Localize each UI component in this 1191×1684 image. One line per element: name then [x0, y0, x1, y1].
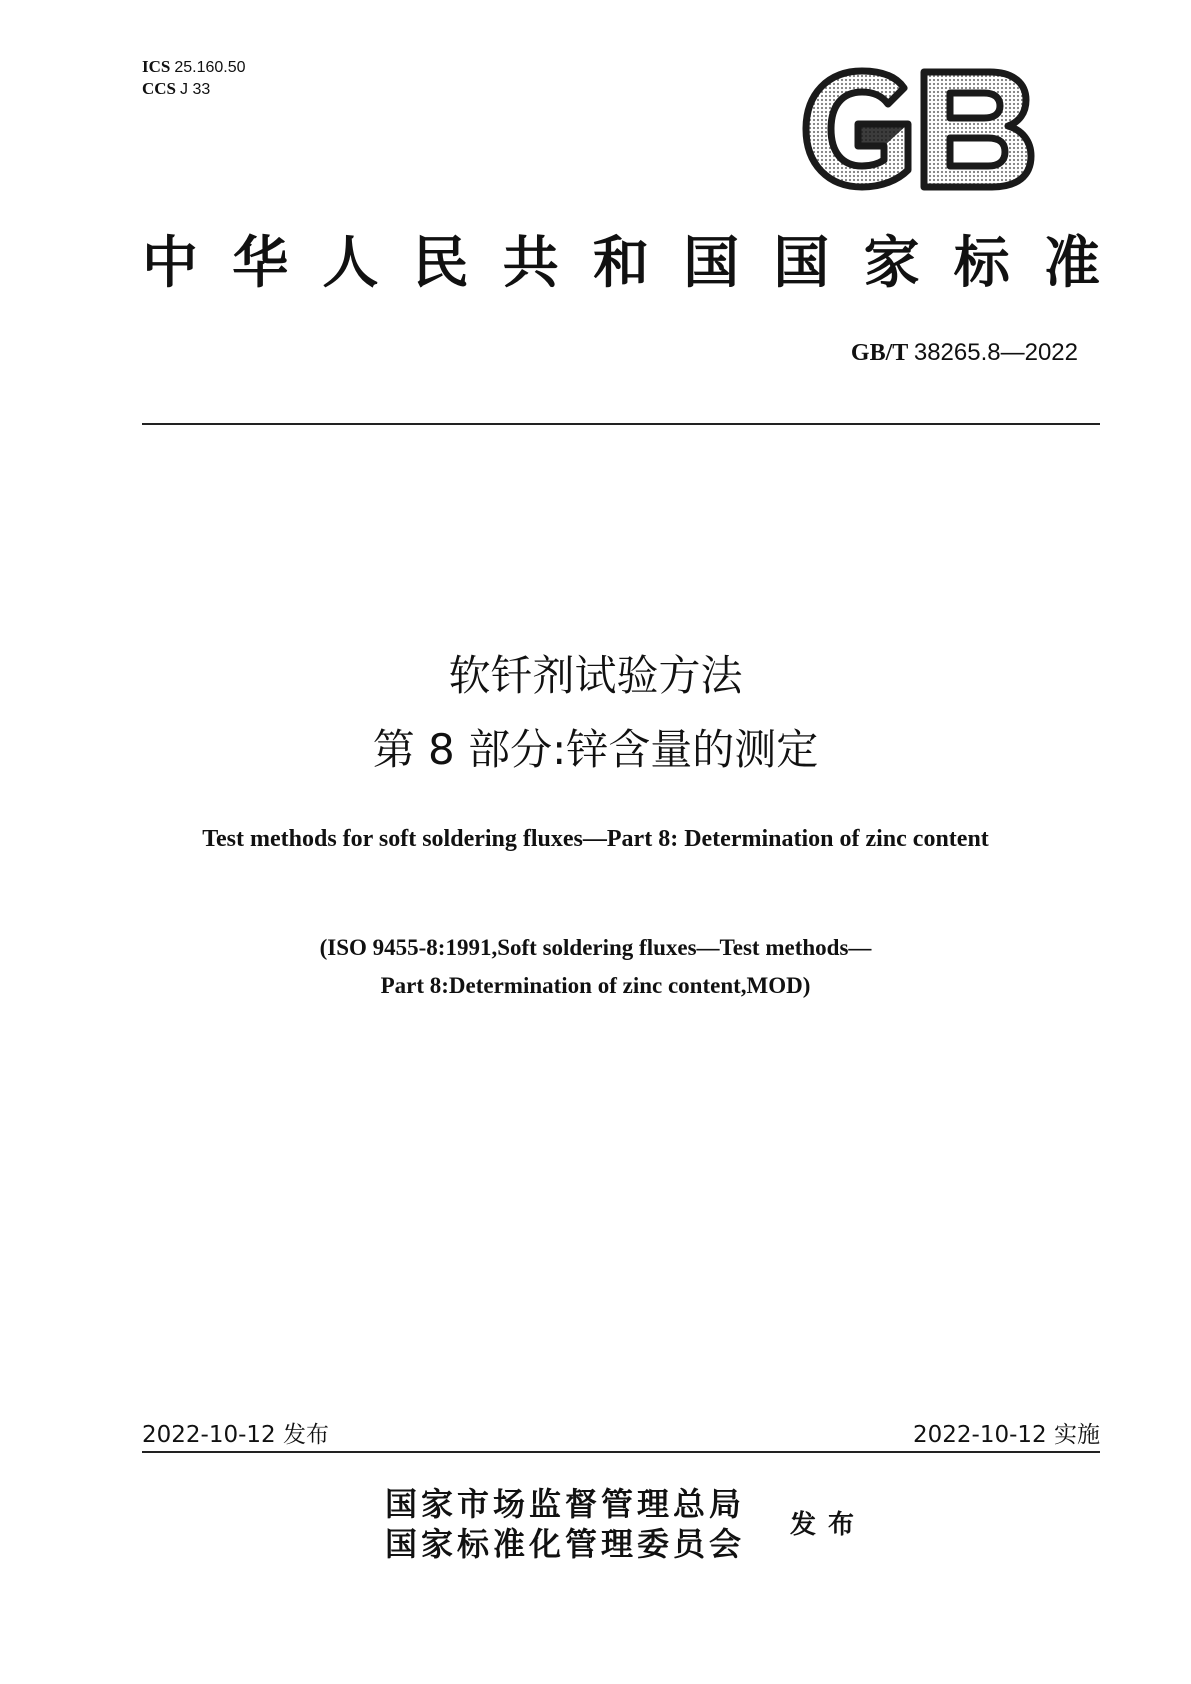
title-en: Test methods for soft soldering fluxes—Part 8: Determination of zinc content: [202, 826, 989, 852]
gb-emblem-icon: [800, 66, 1036, 192]
issuer-line2: 国家标准化管理委员会: [385, 1525, 746, 1563]
ccs-row: [142, 78, 246, 100]
top-divider: [142, 423, 1100, 425]
issuer-line1: 国家市场监督管理总局: [385, 1485, 746, 1523]
logo-letter-b: [924, 72, 1031, 187]
standard-name: 中华人民共和国国家标准: [142, 230, 1102, 296]
ics-row: [142, 56, 246, 78]
standard-number: [851, 339, 1078, 367]
iso-reference-line1: (ISO 9455-8:1991,Soft soldering fluxes—Test methods—: [319, 935, 872, 960]
implement-date: 2022-10-12 实施: [913, 1422, 1100, 1448]
issue-action-label: 发布: [790, 1510, 867, 1540]
ccs-label: CCS: [142, 79, 177, 98]
iso-reference-line2: Part 8:Determination of zinc content,MOD): [380, 973, 811, 998]
title-zh-line2: 第 8 部分:锌含量的测定: [372, 725, 819, 774]
ics-label: ICS: [142, 57, 171, 76]
bottom-divider: [142, 1451, 1100, 1453]
ics-value: 25.160.50: [174, 59, 246, 76]
issuing-authorities: [385, 1484, 745, 1564]
classification-codes: [142, 56, 246, 100]
title-zh-line1: 软钎剂试验方法: [448, 651, 743, 700]
standard-number-prefix: GB/T: [850, 340, 908, 366]
ccs-value: J 33: [180, 81, 211, 98]
publish-date: 2022-10-12 发布: [142, 1422, 329, 1448]
standard-number-value: 38265.8—2022: [913, 339, 1078, 366]
